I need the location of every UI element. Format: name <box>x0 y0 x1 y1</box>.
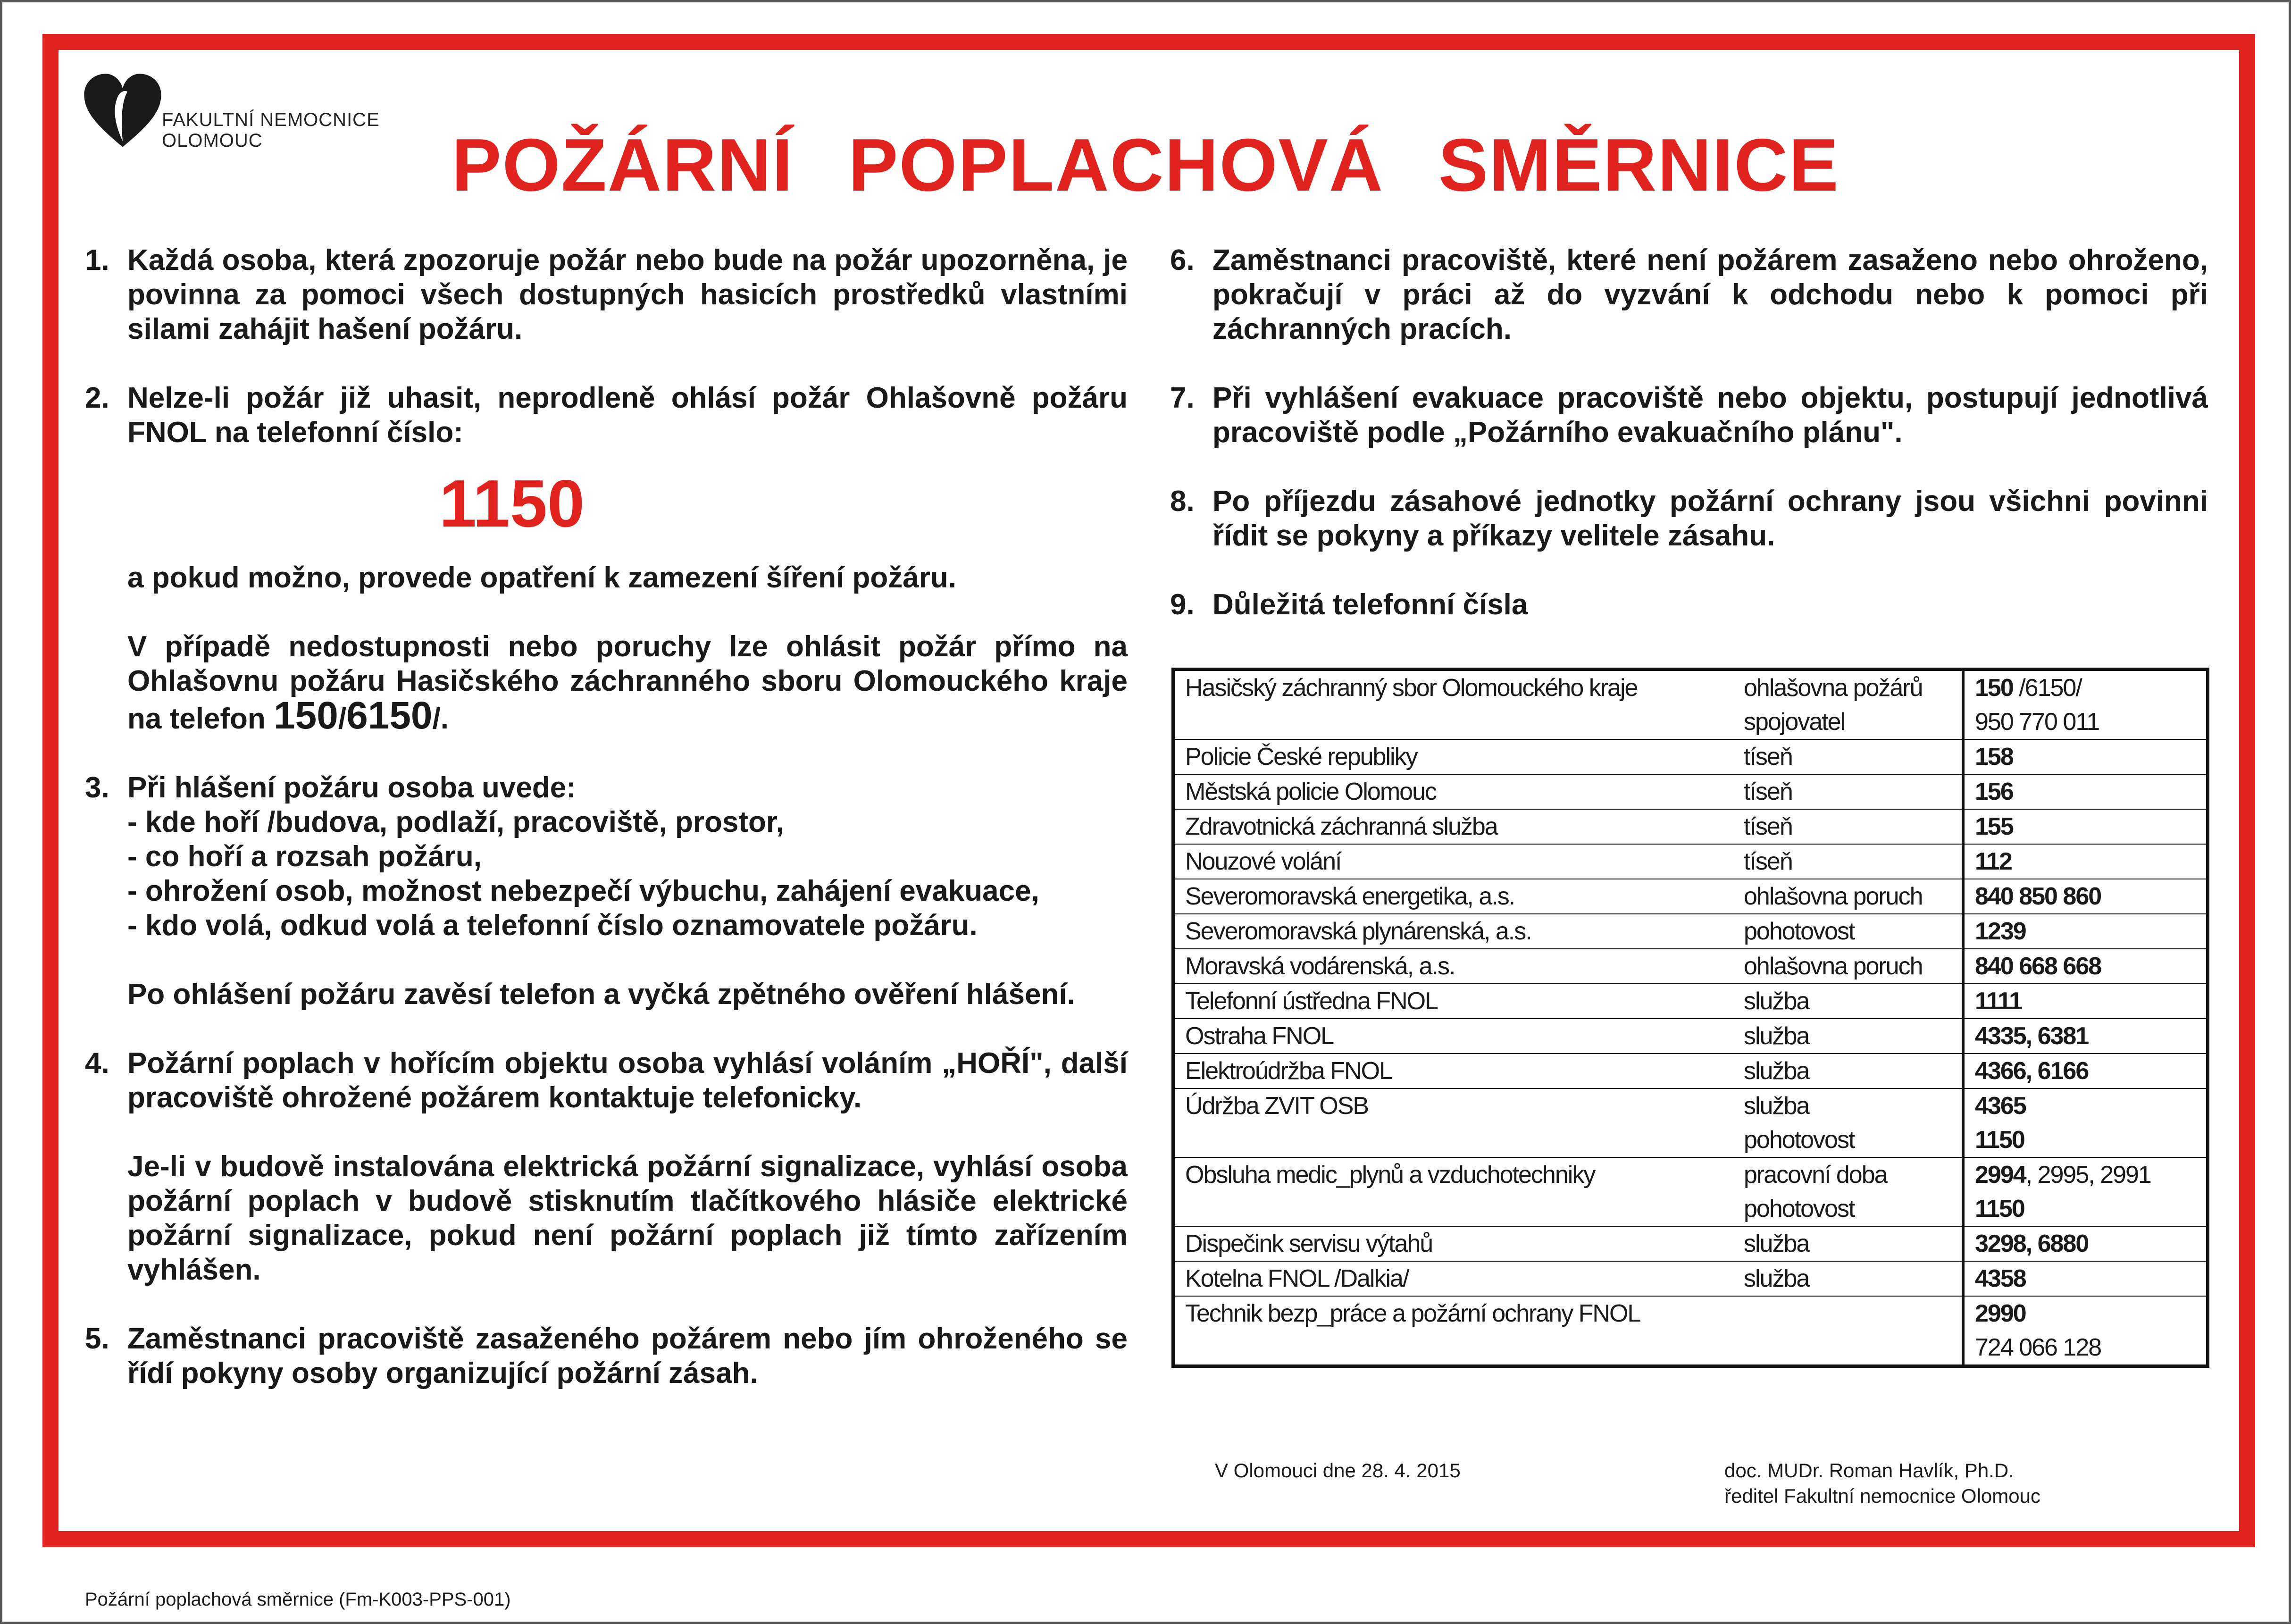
rule-text-after: Je-li v budově instalována elektrická požární signalizace, vyhlásí osoba požární poplach v budově stisknutím tlačítkového hlásiče elektrické požární signalizace, pokud není požární poplach již tímto zařízením vyhlášen. <box>127 1150 1128 1286</box>
number-cell: 158 <box>1963 739 2208 774</box>
number-cell: 840 668 668 <box>1963 949 2208 984</box>
number-cell <box>1963 1296 2208 1366</box>
logo-line-1: FAKULTNÍ NEMOCNICE <box>162 109 380 130</box>
checklist-item: - ohrožení osob, možnost nebezpečí výbuchu, zahájení evakuace, <box>127 875 1039 907</box>
number-line: 1150 <box>1975 1126 2024 1154</box>
number-line: 4365 <box>1975 1092 2026 1120</box>
place-date: V Olomouci dne 28. 4. 2015 <box>1215 1459 1461 1482</box>
number-bold: 150 <box>1975 674 2013 702</box>
alt-number-1: 150 <box>274 694 338 737</box>
rule-5 <box>85 1322 1128 1390</box>
org-cell: Moravská vodárenská, a.s. <box>1173 949 1734 984</box>
org-cell: Zdravotnická záchranná služba <box>1173 809 1734 844</box>
table-row <box>1173 1296 2208 1366</box>
rule-text: Při hlášení požáru osoba uvede: <box>127 771 576 804</box>
rule-number: 3. <box>85 771 109 804</box>
rule-text-after: Po ohlášení požáru zavěsí telefon a vyčká zpětného ověření hlášení. <box>127 978 1075 1011</box>
rule-7 <box>1170 381 2208 450</box>
signatory-role: ředitel Fakultní nemocnice Olomouc <box>1724 1485 2040 1507</box>
checklist-item: - kde hoří /budova, podlaží, pracoviště, prostor, <box>127 806 784 838</box>
number-cell <box>1963 1088 2208 1157</box>
rule-text: Nelze-li požár již uhasit, neprodleně ohlásí požár Ohlašovně požáru FNOL na telefonní číslo: <box>127 382 1128 449</box>
alt-text: V případě nedostupnosti nebo poruchy lze ohlásit požár přímo na Ohlašovnu požáru Hasičského záchranného sboru Olomouckého kraje na telefon <box>127 630 1128 735</box>
table-row <box>1173 774 2208 809</box>
org-cell: Technik bezp_práce a požární ochrany FNOL <box>1173 1296 1734 1366</box>
number-cell <box>1963 670 2208 740</box>
alt-end: /. <box>432 703 449 735</box>
rule-number: 6. <box>1170 244 1195 276</box>
number-line: 2990 <box>1975 1300 2026 1327</box>
org-cell: Obsluha medic_plynů a vzduchotechniky <box>1173 1157 1734 1226</box>
table-row <box>1173 1157 2208 1226</box>
rule-text-after: a pokud možno, provede opatření k zamezení šíření požáru. <box>127 561 957 594</box>
checklist-item: - kdo volá, odkud volá a telefonní číslo oznamovatele požáru. <box>127 909 978 942</box>
rule-text: Po příjezdu zásahové jednotky požární ochrany jsou všichni povinni řídit se pokyny a příkazy velitele zásahu. <box>1212 485 2208 552</box>
report-checklist <box>127 805 1128 943</box>
table-row <box>1173 949 2208 984</box>
type-cell: tíseň <box>1733 809 1963 844</box>
table-row <box>1173 984 2208 1019</box>
org-cell: Dispečink servisu výtahů <box>1173 1226 1734 1261</box>
org-cell: Kotelna FNOL /Dalkia/ <box>1173 1261 1734 1296</box>
rule-3 <box>85 770 1128 1012</box>
type-cell: služba <box>1733 1226 1963 1261</box>
rule-text: Každá osoba, která zpozoruje požár nebo bude na požár upozorněna, je povinna za pomoci všech dostupných hasicích prostředků vlastními silami zahájit hašení požáru. <box>127 244 1128 345</box>
type-cell: služba <box>1733 1019 1963 1054</box>
table-row <box>1173 739 2208 774</box>
number-cell: 4335, 6381 <box>1963 1019 2208 1054</box>
type-cell: pohotovost <box>1733 914 1963 949</box>
type-cell <box>1733 1088 1963 1157</box>
number-line: 1150 <box>1975 1195 2024 1222</box>
type-line: služba <box>1744 1092 1809 1120</box>
org-cell: Severomoravská plynárenská, a.s. <box>1173 914 1734 949</box>
table-row <box>1173 809 2208 844</box>
type-line: pohotovost <box>1744 1126 1855 1154</box>
rule-number: 7. <box>1170 382 1195 414</box>
org-cell: Severomoravská energetika, a.s. <box>1173 879 1734 914</box>
signatory-name: doc. MUDr. Roman Havlík, Ph.D. <box>1724 1459 2014 1482</box>
type-line: spojovatel <box>1744 708 1845 736</box>
number-line: 950 770 011 <box>1975 708 2099 736</box>
type-line: pohotovost <box>1744 1195 1855 1222</box>
table-row <box>1173 914 2208 949</box>
table-row <box>1173 1088 2208 1157</box>
rule-1 <box>85 243 1128 346</box>
type-cell: tíseň <box>1733 739 1963 774</box>
number-cell: 155 <box>1963 809 2208 844</box>
org-cell: Telefonní ústředna FNOL <box>1173 984 1734 1019</box>
number-cell: 3298, 6880 <box>1963 1226 2208 1261</box>
type-cell: ohlašovna poruch <box>1733 949 1963 984</box>
rule-text-alternative <box>127 629 1128 736</box>
number-cell: 1239 <box>1963 914 2208 949</box>
table-row <box>1173 670 2208 740</box>
org-cell: Údržba ZVIT OSB <box>1173 1088 1734 1157</box>
type-cell <box>1733 1157 1963 1226</box>
org-cell: Městská policie Olomouc <box>1173 774 1734 809</box>
org-cell: Nouzové volání <box>1173 844 1734 879</box>
org-cell: Elektroúdržba FNOL <box>1173 1054 1734 1088</box>
rule-number: 4. <box>85 1047 109 1080</box>
table-row <box>1173 1019 2208 1054</box>
table-row <box>1173 1054 2208 1088</box>
page-title: POŽÁRNÍ POPLACHOVÁ SMĚRNICE <box>452 124 1839 207</box>
rule-number: 9. <box>1170 588 1195 621</box>
type-cell: tíseň <box>1733 844 1963 879</box>
number-line: 724 066 128 <box>1975 1334 2101 1361</box>
document-footer: Požární poplachová směrnice (Fm-K003-PPS-001) <box>85 1589 511 1610</box>
type-cell: tíseň <box>1733 774 1963 809</box>
rule-8 <box>1170 484 2208 553</box>
alt-separator: / <box>338 703 347 735</box>
number-cell: 112 <box>1963 844 2208 879</box>
rule-6 <box>1170 243 2208 346</box>
number-cell <box>1963 1157 2208 1226</box>
type-cell: služba <box>1733 1261 1963 1296</box>
signature-block <box>1724 1458 2040 1509</box>
checklist-item: - co hoří a rozsah požáru, <box>127 840 482 873</box>
type-cell <box>1733 670 1963 740</box>
number-rest: /6150/ <box>2013 674 2082 702</box>
number-rest: , 2995, 2991 <box>2025 1161 2151 1189</box>
fire-report-number: 1150 <box>439 466 585 541</box>
logo-line-2: OLOMOUC <box>162 130 263 151</box>
number-cell: 4366, 6166 <box>1963 1054 2208 1088</box>
number-cell: 156 <box>1963 774 2208 809</box>
rule-text: Zaměstnanci pracoviště, které není požárem zasaženo nebo ohroženo, pokračují v práci až do vyzvání k odchodu nebo k pomoci při záchranných pracích. <box>1212 244 2208 345</box>
type-cell <box>1733 1296 1963 1366</box>
left-column <box>85 243 1128 1425</box>
rule-9 <box>1170 587 2208 622</box>
number-line <box>1975 1158 2196 1192</box>
type-cell: služba <box>1733 1054 1963 1088</box>
org-cell: Policie České republiky <box>1173 739 1734 774</box>
phone-table <box>1171 668 2209 1368</box>
table-row <box>1173 879 2208 914</box>
rule-number: 1. <box>85 244 109 276</box>
table-row <box>1173 1261 2208 1296</box>
rule-text: Požární poplach v hořícím objektu osoba vyhlásí voláním „HOŘÍ", další pracoviště ohrožené požárem kontaktuje telefonicky. <box>127 1047 1128 1114</box>
type-line: ohlašovna požárů <box>1744 674 1923 702</box>
number-cell: 840 850 860 <box>1963 879 2208 914</box>
rule-text: Zaměstnanci pracoviště zasaženého požárem nebo jím ohroženého se řídí pokyny osoby organizující požární zásah. <box>127 1323 1128 1390</box>
alt-number-2: 6150 <box>346 694 433 737</box>
rule-number: 8. <box>1170 485 1195 518</box>
number-cell: 4358 <box>1963 1261 2208 1296</box>
number-bold: 2994 <box>1975 1161 2026 1189</box>
org-cell: Ostraha FNOL <box>1173 1019 1734 1054</box>
number-line <box>1975 671 2196 705</box>
type-line: pracovní doba <box>1744 1161 1887 1189</box>
type-cell: služba <box>1733 984 1963 1019</box>
rule-number: 5. <box>85 1323 109 1355</box>
rule-text: Při vyhlášení evakuace pracoviště nebo objektu, postupují jednotlivá pracoviště podle „Požárního evakuačního plánu". <box>1212 382 2208 449</box>
table-row <box>1173 1226 2208 1261</box>
rule-text: Důležitá telefonní čísla <box>1212 588 1528 621</box>
rule-2 <box>85 381 1128 736</box>
rule-number: 2. <box>85 382 109 414</box>
right-column <box>1170 243 2208 656</box>
number-cell: 1111 <box>1963 984 2208 1019</box>
type-cell: ohlašovna poruch <box>1733 879 1963 914</box>
rule-4 <box>85 1046 1128 1287</box>
table-row <box>1173 844 2208 879</box>
org-cell: Hasičský záchranný sbor Olomouckého kraje <box>1173 670 1734 740</box>
